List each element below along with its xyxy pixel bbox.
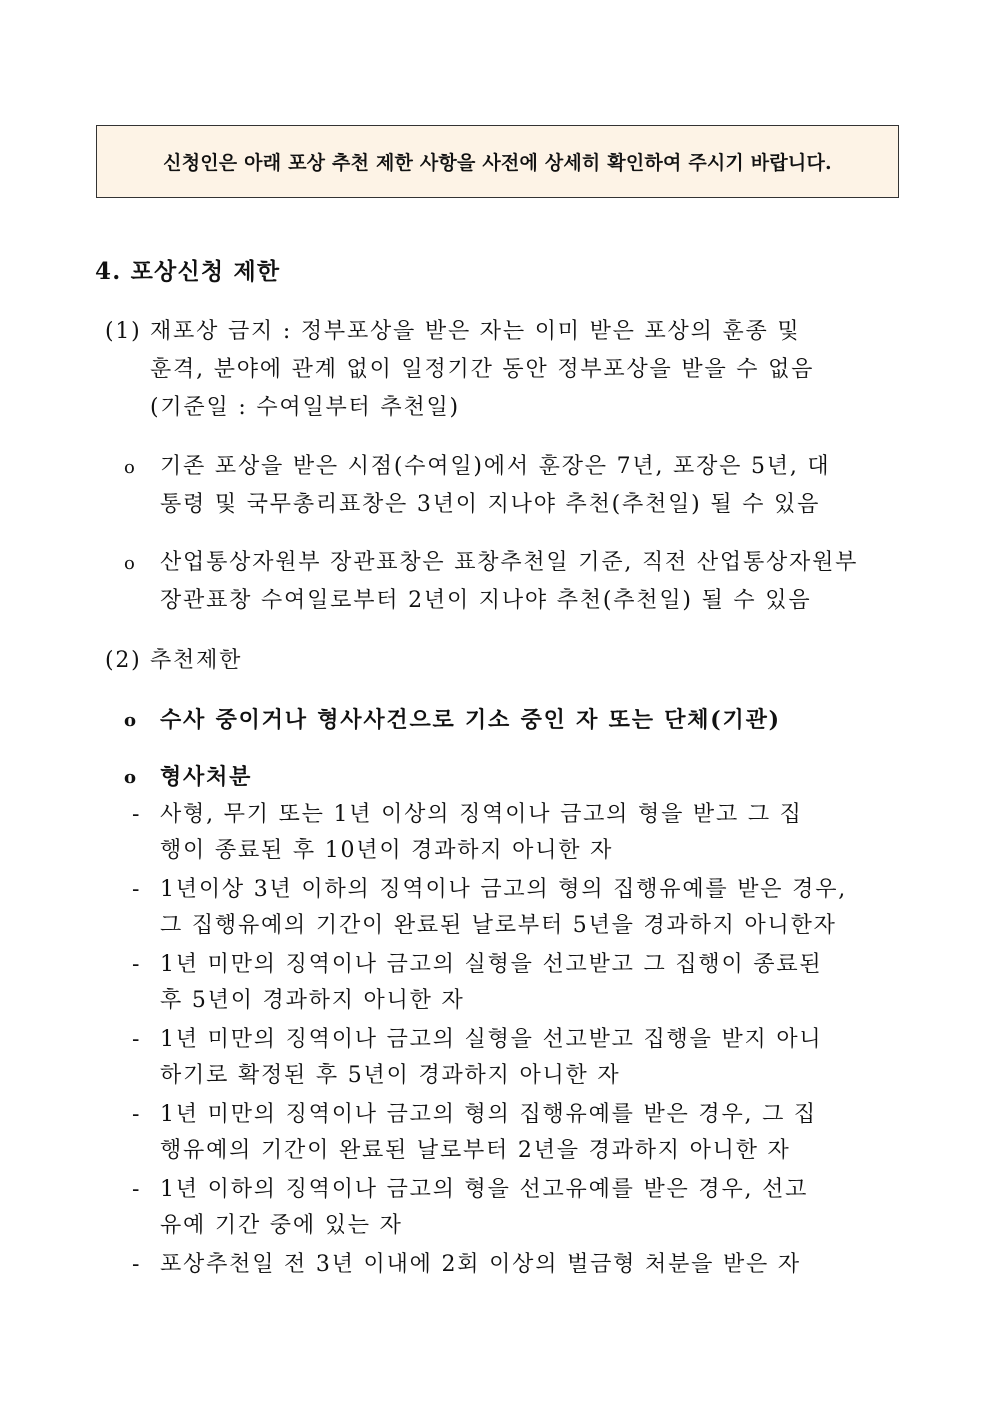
section-title: 4. 포상신청 제한 (95, 258, 281, 285)
item2-bullet-1-marker: o (124, 710, 138, 731)
dash-7-marker: - (132, 1252, 142, 1277)
item1-line-2: 훈격, 분야에 관계 없이 일정기간 동안 정부포상을 받을 수 없음 (150, 357, 815, 382)
dash-7-line-1: 포상추천일 전 3년 이내에 2회 이상의 벌금형 처분을 받은 자 (160, 1252, 801, 1277)
item1-bullet-2-line-1: 산업통상자원부 장관표창은 표창추천일 기준, 직전 산업통상자원부 (160, 550, 859, 575)
dash-2-line-2: 그 집행유예의 기간이 완료된 날로부터 5년을 경과하지 아니한자 (160, 913, 837, 938)
dash-3-line-1: 1년 미만의 징역이나 금고의 실형을 선고받고 그 집행이 종료된 (160, 952, 823, 977)
item2-number: (2) (105, 648, 142, 673)
item1-line-1: 재포상 금지 : 정부포상을 받은 자는 이미 받은 포상의 훈종 및 (150, 319, 801, 344)
item2-bullet-1-text: 수사 중이거나 형사사건으로 기소 중인 자 또는 단체(기관) (160, 707, 781, 733)
dash-5-line-1: 1년 미만의 징역이나 금고의 형의 집행유예를 받은 경우, 그 집 (160, 1102, 817, 1127)
dash-5-marker: - (132, 1102, 142, 1127)
dash-1-line-1: 사형, 무기 또는 1년 이상의 징역이나 금고의 형을 받고 그 집 (160, 802, 803, 827)
dash-6-line-2: 유예 기간 중에 있는 자 (160, 1213, 403, 1238)
item1-bullet-1-line-2: 통령 및 국무총리표창은 3년이 지나야 추천(추천일) 될 수 있음 (160, 492, 821, 517)
dash-2-line-1: 1년이상 3년 이하의 징역이나 금고의 형의 집행유예를 받은 경우, (160, 877, 848, 902)
notice-text: 신청인은 아래 포상 추천 제한 사항을 사전에 상세히 확인하여 주시기 바랍니다. (163, 152, 832, 174)
item2-bullet-2-text: 형사처분 (160, 764, 253, 790)
item1-bullet-2-line-2: 장관표창 수여일로부터 2년이 지나야 추천(추천일) 될 수 있음 (160, 588, 812, 613)
dash-5-line-2: 행유예의 기간이 완료된 날로부터 2년을 경과하지 아니한 자 (160, 1138, 791, 1163)
dash-2-marker: - (132, 877, 142, 902)
item1-line-3: (기준일 : 수여일부터 추천일) (150, 395, 460, 420)
dash-6-line-1: 1년 이하의 징역이나 금고의 형을 선고유예를 받은 경우, 선고 (160, 1177, 809, 1202)
notice-box (96, 125, 899, 198)
dash-3-marker: - (132, 952, 142, 977)
item1-number: (1) (105, 319, 142, 344)
item1-bullet-2-marker: o (124, 553, 137, 574)
item2-title: 추천제한 (150, 648, 243, 673)
dash-1-marker: - (132, 802, 142, 827)
dash-4-line-1: 1년 미만의 징역이나 금고의 실형을 선고받고 집행을 받지 아니 (160, 1027, 823, 1052)
item1-bullet-1-marker: o (124, 457, 137, 478)
dash-4-line-2: 하기로 확정된 후 5년이 경과하지 아니한 자 (160, 1063, 621, 1088)
item1-bullet-1-line-1: 기존 포상을 받은 시점(수여일)에서 훈장은 7년, 포장은 5년, 대 (160, 454, 831, 479)
dash-1-line-2: 행이 종료된 후 10년이 경과하지 아니한 자 (160, 838, 614, 863)
dash-4-marker: - (132, 1027, 142, 1052)
dash-6-marker: - (132, 1177, 142, 1202)
item2-bullet-2-marker: o (124, 767, 138, 788)
dash-3-line-2: 후 5년이 경과하지 아니한 자 (160, 988, 465, 1013)
